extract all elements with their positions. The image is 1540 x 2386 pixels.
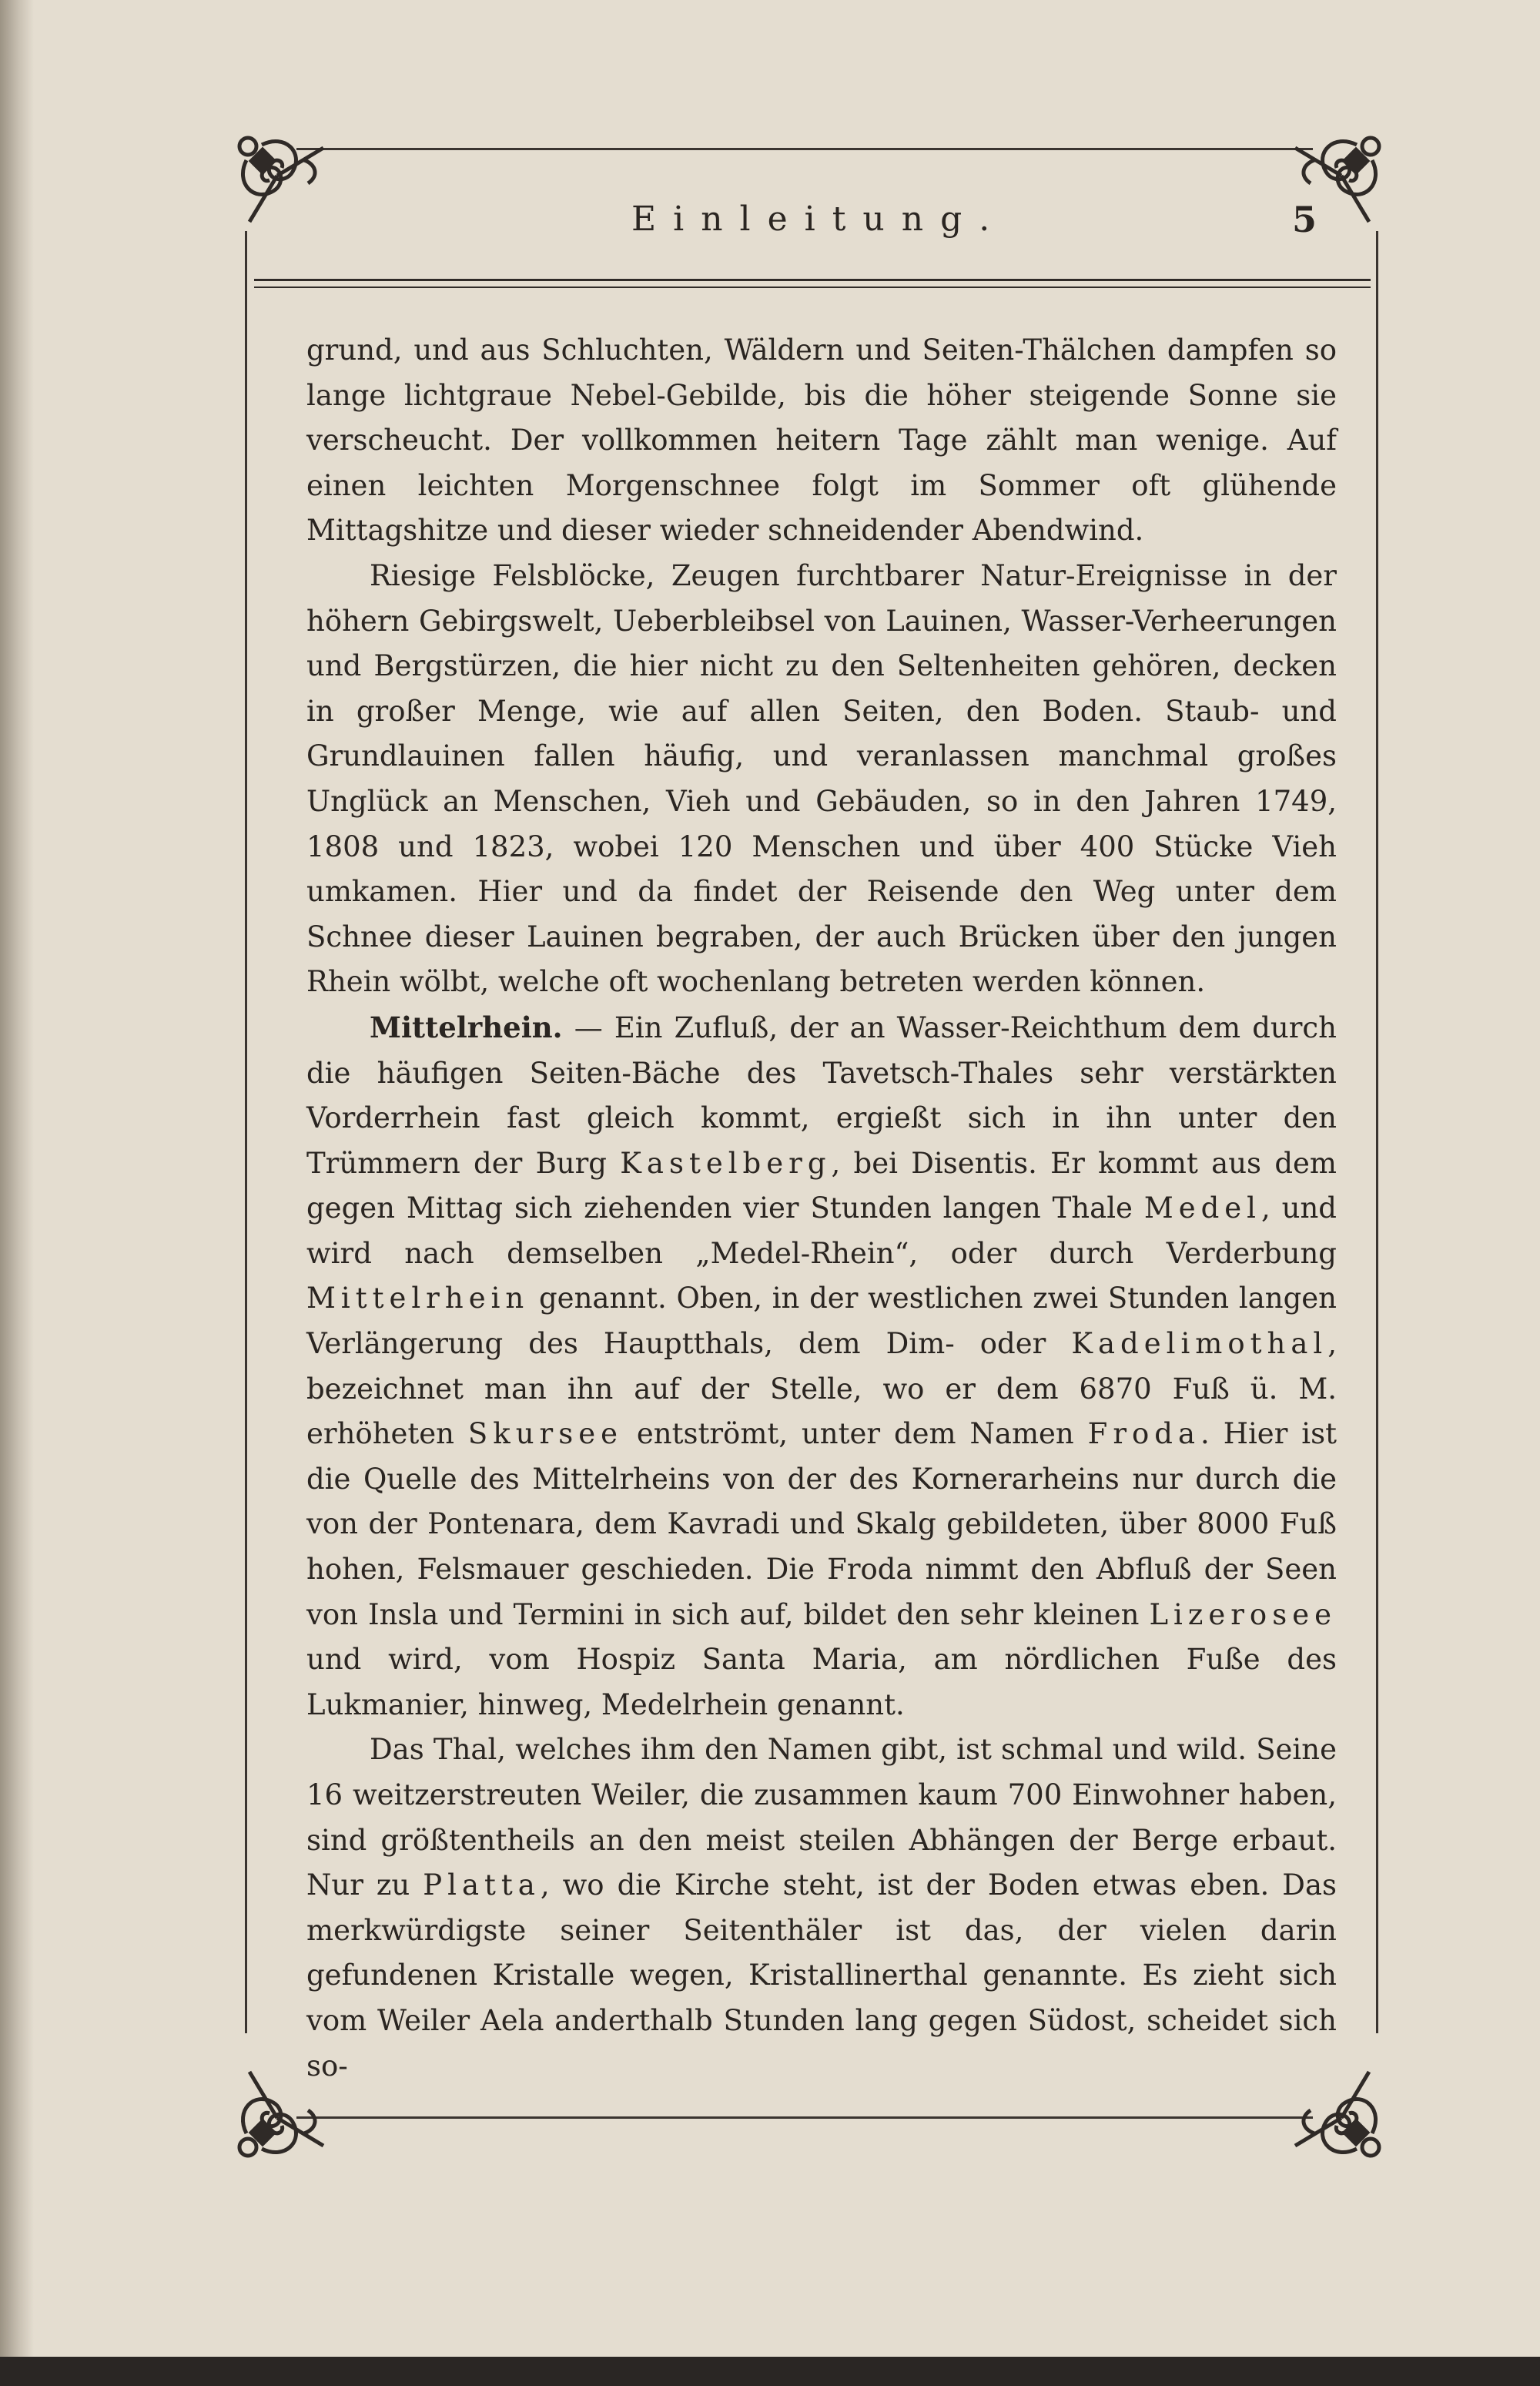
running-title: Einleitung. bbox=[631, 199, 1007, 239]
scan-bottom-edge bbox=[0, 2357, 1540, 2386]
spaced-name: Lizerosee bbox=[1149, 1597, 1337, 1631]
spaced-name: Platta bbox=[423, 1868, 541, 1902]
paragraph-text: Das Thal, welches ihm den Namen gibt, ist schmal und wild. Seine 16 weitzerstreuten Weiler, die zusammen kaum 700 Einwohner haben, sind größtentheils an den meist steilen Abhängen der Berge erbaut. Nur zu bbox=[306, 1733, 1337, 1902]
paragraph-text: genannt. Oben, in der westlichen zwei Stunden langen Verlängerung des Hauptthals, dem Dim- oder bbox=[306, 1282, 1337, 1361]
spaced-name: Skursee bbox=[467, 1417, 623, 1451]
frame-top-rule bbox=[296, 148, 1313, 150]
paragraph bbox=[306, 1728, 1337, 2089]
paragraph-text: , bei Disentis. Er kommt aus dem gegen Mittag sich ziehenden vier Stunden langen Thale bbox=[306, 1146, 1337, 1225]
paragraph-text: Riesige Felsblöcke, Zeugen furchtbarer Natur-Ereignisse in der höhern Gebirgswelt, Ueberbleibsel von Lauinen, Wasser-Verheerungen und Bergstürzen, die hier nicht zu den Seltenheiten gehören, decken in großer Menge, wie auf allen Seiten, den Boden. Staub- und Grundlauinen fallen häufig, und veranlassen manchmal großes Unglück an Menschen, Vieh und Gebäuden, so in den Jahren 1749, 1808 und 1823, wobei 120 Menschen und über 400 Stücke Vieh umkamen. Hier und da findet der Reisende den Weg unter dem Schnee dieser Lauinen begraben, der auch Brücken über den jungen Rhein wölbt, welche oft wochenlang betreten werden können. bbox=[306, 558, 1337, 999]
spaced-name: Mittelrhein bbox=[306, 1282, 530, 1315]
frame-left-rule bbox=[245, 231, 247, 2033]
frame-right-rule bbox=[1376, 231, 1378, 2033]
paragraph-text: . Hier ist die Quelle des Mittelrheins von der des Kornerarheins nur durch die von der Pontenara, dem Kavradi und Skalg gebildeten, über 8000 Fuß hohen, Felsmauer geschieden. Die Froda nimmt den Abfluß der Seen von Insla und Termini in sich auf, bildet den sehr kleinen bbox=[306, 1417, 1337, 1631]
spaced-name: Kadelimothal bbox=[1071, 1327, 1328, 1361]
spaced-name: Kastelberg bbox=[620, 1146, 832, 1180]
paragraph-text: und wird, vom Hospiz Santa Maria, am nördlichen Fuße des Lukmanier, hinweg, Medelrhein genannt. bbox=[306, 1643, 1337, 1721]
paragraph-text: grund, und aus Schluchten, Wäldern und Seiten-Thälchen dampfen so lange lichtgraue Nebel-Gebilde, bis die höher steigende Sonne sie verscheucht. Der vollkommen heitern Tage zählt man wenige. Auf einen leichten Morgenschnee folgt im Sommer oft glühende Mittagshitze und dieser wieder schneidender Abendwind. bbox=[306, 333, 1337, 548]
paragraph bbox=[306, 554, 1337, 1005]
spaced-name: Medel bbox=[1143, 1191, 1262, 1225]
book-gutter-shadow bbox=[0, 0, 34, 2386]
header-double-rule bbox=[254, 279, 1371, 288]
paragraph-text: — Ein Zufluß, der an Wasser-Reichthum dem durch die häufigen Seiten-Bäche des Tavetsch-Thales sehr verstärkten Vorderrhein fast gleich kommt, ergießt sich in ihn unter den Trümmern der Burg bbox=[306, 1010, 1337, 1180]
paragraph bbox=[306, 1005, 1337, 1728]
paragraph-text: entströmt, unter dem Namen bbox=[623, 1417, 1088, 1451]
paragraph-text: , bezeichnet man ihn auf der Stelle, wo er dem 6870 Fuß ü. M. erhöheten bbox=[306, 1327, 1337, 1451]
frame-bottom-rule bbox=[296, 2116, 1313, 2119]
paragraph bbox=[306, 328, 1337, 554]
spaced-name: Froda bbox=[1087, 1417, 1201, 1451]
paragraph-text: , und wird nach demselben „Medel-Rhein“, oder durch Verderbung bbox=[306, 1191, 1337, 1270]
corner-flourish-icon bbox=[231, 129, 339, 230]
paragraph-text: , wo die Kirche steht, ist der Boden etwas eben. Das merkwürdigste seiner Seitenthäler ist das, der vielen darin gefundenen Kristalle wegen, Kristallinerthal genannte. Es zieht sich vom Weiler Aela anderthalb Stunden lang gegen Südost, scheidet sich so- bbox=[306, 1868, 1337, 2083]
section-heading-mittelrhein: Mittelrhein. bbox=[370, 1010, 563, 1044]
body-text bbox=[306, 328, 1337, 2089]
page-number: 5 bbox=[1291, 199, 1317, 240]
